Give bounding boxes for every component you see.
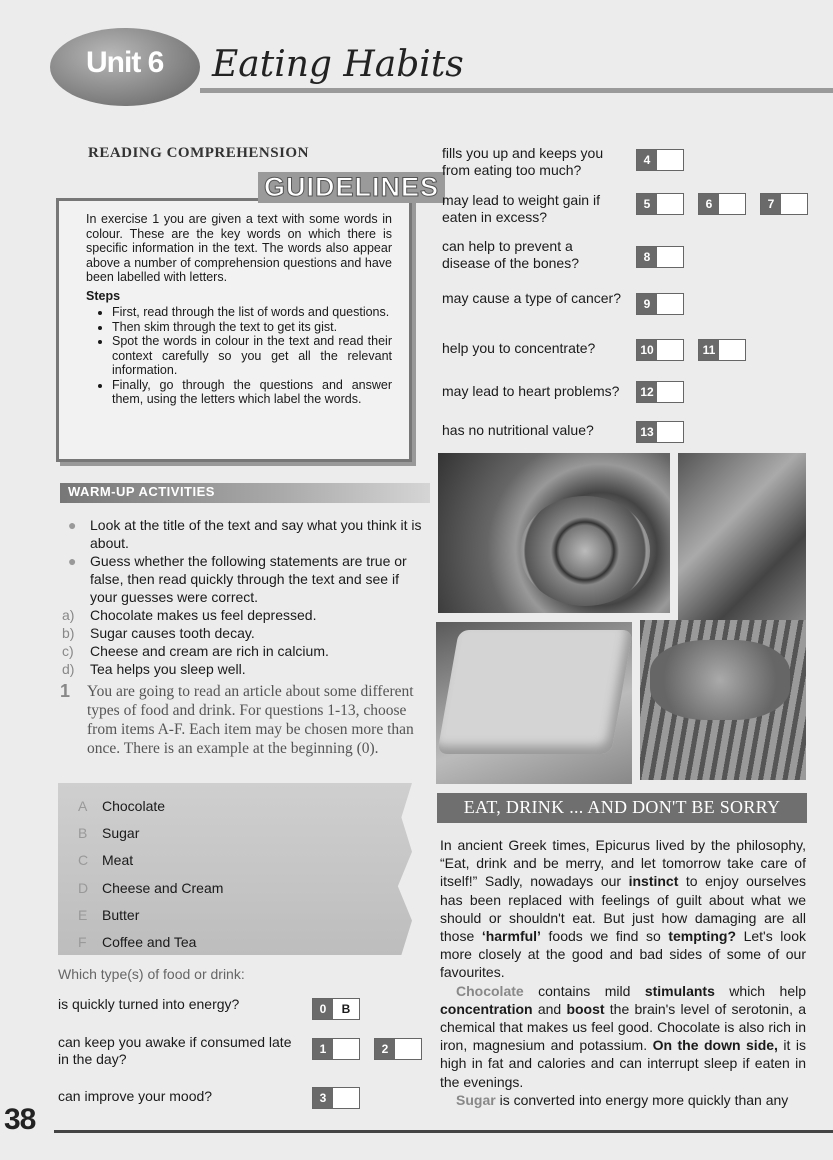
question-text: may lead to weight gain if eaten in excess? <box>442 192 600 225</box>
answer-number: 10 <box>637 340 657 360</box>
warmup-bullet <box>60 516 426 552</box>
answer-box[interactable] <box>698 339 746 361</box>
statement-text: Chocolate makes us feel depressed. <box>90 607 317 623</box>
question-text: has no nutritional value? <box>442 422 594 438</box>
answer-value <box>657 150 683 170</box>
warmup-list <box>60 516 426 678</box>
option-letter: B <box>78 825 88 842</box>
answer-value <box>781 194 807 214</box>
page-number: 38 <box>4 1103 36 1136</box>
answer-value <box>395 1039 421 1059</box>
food-photo <box>678 453 806 623</box>
answer-group <box>636 246 684 268</box>
answer-number: 12 <box>637 382 657 402</box>
answer-value <box>657 382 683 402</box>
answer-value <box>657 340 683 360</box>
article-body <box>440 836 806 1109</box>
food-option <box>78 820 223 847</box>
question-text: can keep you awake if consumed late in the day? <box>58 1034 292 1067</box>
answer-group <box>312 1087 360 1109</box>
article-paragraph <box>440 982 806 1091</box>
answer-number: 11 <box>699 340 719 360</box>
article-paragraph <box>440 836 806 982</box>
answer-number: 1 <box>313 1039 333 1059</box>
exercise-instructions <box>60 682 420 758</box>
answer-box[interactable] <box>636 193 684 215</box>
statement-item <box>60 606 426 624</box>
answer-group <box>636 381 684 403</box>
section-title: READING COMPREHENSION <box>88 145 309 161</box>
colour-keyword: Chocolate <box>456 982 524 999</box>
article-text: contains mild <box>523 982 645 999</box>
answer-value: B <box>341 1002 351 1016</box>
article-text: is converted into energy more quickly than any <box>495 1091 789 1108</box>
article-title: EAT, DRINK ... AND DON'T BE SORRY <box>463 797 781 817</box>
step-item: • First, read through the list of words and questions. <box>112 305 392 320</box>
answer-group <box>636 293 684 315</box>
food-option <box>78 793 223 820</box>
answer-value <box>333 1039 359 1059</box>
answer-number: 5 <box>637 194 657 214</box>
statement-letter: a) <box>62 607 75 623</box>
answer-value <box>657 294 683 314</box>
question-text: fills you up and keeps you from eating too much? <box>442 145 604 178</box>
answer-box[interactable] <box>636 421 684 443</box>
answer-value <box>719 194 745 214</box>
answer-box[interactable] <box>636 381 684 403</box>
keyword: concentration <box>440 1000 533 1017</box>
statement-item <box>60 660 426 678</box>
statement-text: Sugar causes tooth decay. <box>90 625 255 641</box>
bullet-icon: ● <box>68 517 77 533</box>
question-text: help you to concentrate? <box>442 340 596 356</box>
answer-box[interactable] <box>312 1087 360 1109</box>
cheese-block-image <box>437 630 633 754</box>
steps-list <box>86 305 392 407</box>
answer-number: 3 <box>313 1088 333 1108</box>
footer-rule <box>54 1130 833 1133</box>
answer-number: 2 <box>375 1039 395 1059</box>
option-letter: F <box>78 934 87 951</box>
article-text: the brain's level of serotonin, a chemical that makes us feel good. Chocolate is also rich in iron, magnesium and potassium. <box>440 1000 807 1054</box>
food-option <box>78 929 223 956</box>
page-title: Eating Habits <box>212 44 464 85</box>
answer-box[interactable] <box>760 193 808 215</box>
food-option <box>78 902 223 929</box>
questions-heading: Which type(s) of food or drink: <box>58 966 245 982</box>
statement-item <box>60 624 426 642</box>
warmup-bullet-text: Look at the title of the text and say what you think it is about. <box>90 517 422 551</box>
option-letter: E <box>78 906 88 923</box>
answer-number: 0 <box>313 999 333 1019</box>
steps-heading: Steps <box>86 288 121 303</box>
question-text: can help to prevent a disease of the bones? <box>442 238 579 271</box>
answer-box[interactable] <box>698 193 746 215</box>
article-paragraph <box>440 1091 806 1109</box>
statement-text: Tea helps you sleep well. <box>90 661 246 677</box>
keyword: tempting? <box>668 928 737 945</box>
answer-box[interactable] <box>636 293 684 315</box>
bullet-icon: ● <box>68 553 77 569</box>
answer-group <box>312 1038 422 1060</box>
step-item: • Spot the words in colour in the text and read their context carefully so you get all the relevant information. <box>112 334 392 378</box>
answer-group <box>312 998 360 1020</box>
food-option <box>78 847 223 874</box>
answer-value <box>719 340 745 360</box>
answer-value <box>657 247 683 267</box>
option-name: Sugar <box>102 825 140 842</box>
article-text: foods we find so <box>540 928 669 945</box>
answer-number: 9 <box>637 294 657 314</box>
answer-box <box>312 998 360 1020</box>
option-name: Butter <box>102 906 140 923</box>
question-text: may lead to heart problems? <box>442 383 620 399</box>
article-text: In ancient Greek times, Epicurus lived by the philosophy, “Eat, drink and be merry, and let tomorrow take care of itself!” Sadly, nowadays our <box>440 837 806 890</box>
answer-group <box>636 149 684 171</box>
food-options-list <box>78 793 223 956</box>
answer-number: 4 <box>637 150 657 170</box>
answer-number: 8 <box>637 247 657 267</box>
keyword: ‘harmful’ <box>481 928 541 945</box>
option-letter: A <box>78 798 88 814</box>
keyword: stimulants <box>644 982 715 999</box>
article-text: to enjoy ourselves has been replaced with feelings of guilt about what we should or shouldn't eat. But just how damaging are all those <box>440 873 807 945</box>
exercise-text: You are going to read an article about some different types of food and drink. For questions 1-13, choose from items A-F. Each item may be chosen more than once. There is an example at the beginning (0). <box>87 683 414 757</box>
guidelines-label: GUIDELINES <box>258 172 445 203</box>
option-letter: D <box>78 879 89 896</box>
article-text: Let's look more closely at the good and bad sides of some of our favourites. <box>440 928 806 981</box>
answer-group <box>636 421 684 443</box>
answer-value <box>657 422 683 442</box>
colour-keyword: Sugar <box>456 1091 496 1108</box>
cake-plate-image <box>520 496 650 606</box>
answer-box[interactable] <box>636 246 684 268</box>
answer-value <box>333 1088 359 1108</box>
statement-letter: d) <box>62 661 75 677</box>
warmup-label: WARM-UP ACTIVITIES <box>68 484 215 499</box>
guidelines-text <box>86 212 392 407</box>
statement-text: Cheese and cream are rich in calcium. <box>90 643 329 659</box>
header-rule <box>200 88 833 93</box>
answer-value <box>657 194 683 214</box>
warmup-bullet-text: Guess whether the following statements are true or false, then read quickly through the text and see if your guesses were correct. <box>90 553 407 605</box>
step-item: • Then skim through the text to get its gist. <box>112 320 392 335</box>
option-name: Cheese and Cream <box>102 879 224 896</box>
answer-box[interactable] <box>374 1038 422 1060</box>
keyword: boost <box>566 1000 605 1017</box>
unit-label: Unit 6 <box>86 46 164 79</box>
question-text: can improve your mood? <box>58 1088 213 1104</box>
answer-box[interactable] <box>636 339 684 361</box>
option-letter: C <box>78 852 89 869</box>
option-name: Chocolate <box>102 798 166 814</box>
article-text: and <box>532 1000 567 1017</box>
statement-item <box>60 642 426 660</box>
answer-group <box>636 193 808 215</box>
exercise-number: 1 <box>60 681 71 701</box>
keyword: On the down side, <box>652 1037 778 1054</box>
food-option <box>78 875 223 902</box>
question-text: is quickly turned into energy? <box>58 996 240 1012</box>
statement-letter: c) <box>62 643 74 659</box>
answer-number: 13 <box>637 422 657 442</box>
keyword: instinct <box>628 873 679 890</box>
statement-letter: b) <box>62 625 75 641</box>
answer-group <box>636 339 746 361</box>
step-item: • Finally, go through the questions and answer them, using the letters which label the words. <box>112 378 392 407</box>
steak-image <box>650 640 790 720</box>
warmup-bullet <box>60 552 426 606</box>
answer-box[interactable] <box>312 1038 360 1060</box>
answer-box[interactable] <box>636 149 684 171</box>
answer-number: 6 <box>699 194 719 214</box>
option-name: Meat <box>102 852 134 869</box>
article-text: which help <box>714 982 807 999</box>
guidelines-intro: In exercise 1 you are given a text with some words in colour. These are the key words on which there is specific information in the text. The words also appear above a number of comprehension questions and have been labelled with letters. <box>86 212 392 284</box>
question-text: may cause a type of cancer? <box>442 290 621 306</box>
option-name: Coffee and Tea <box>102 934 197 951</box>
article-text: it is high in fat and calories and can interrupt sleep if eaten in the evenings. <box>440 1037 807 1090</box>
answer-number: 7 <box>761 194 781 214</box>
